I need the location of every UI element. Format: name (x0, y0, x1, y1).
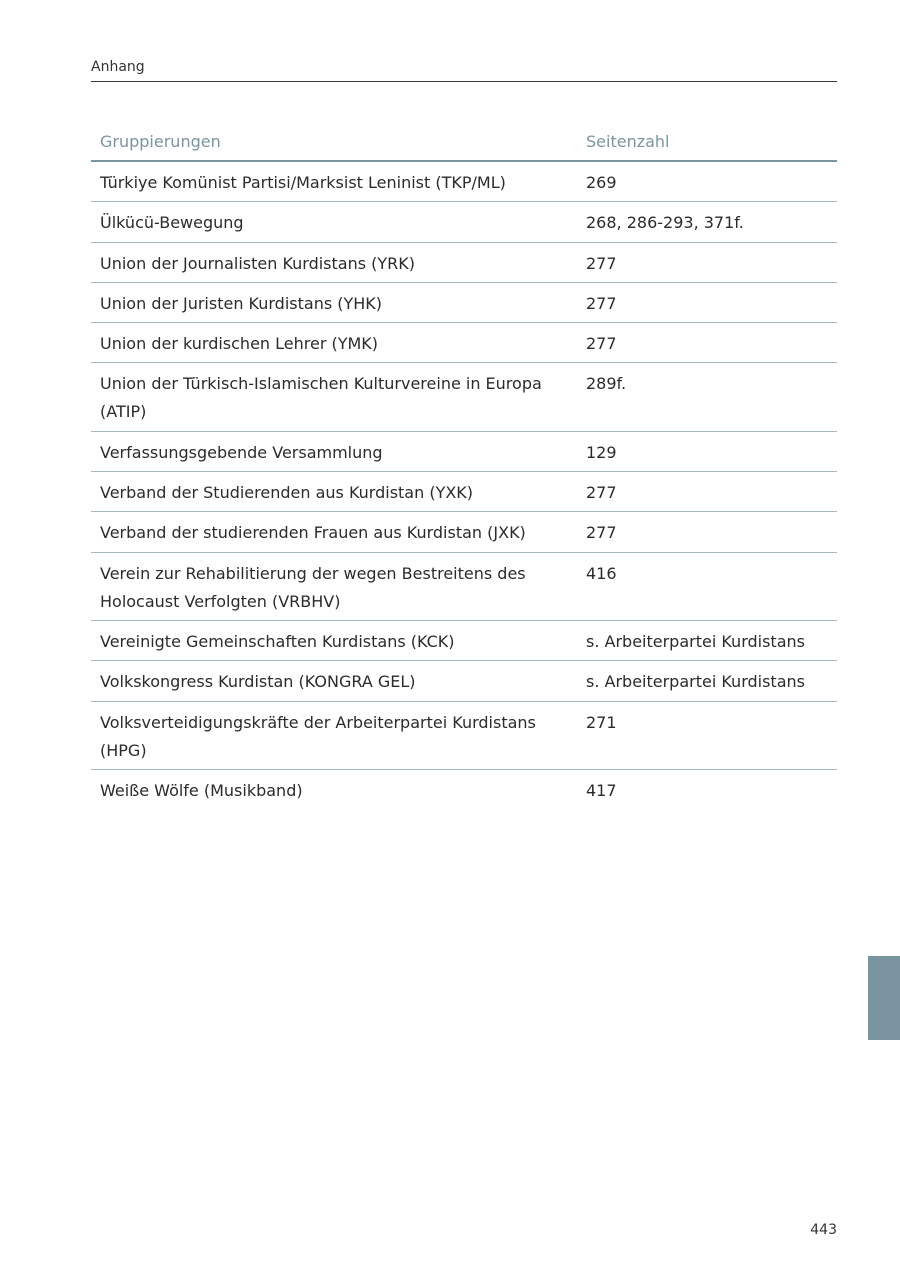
group-name: Ülkücü-Bewegung (100, 213, 244, 233)
table-row (91, 323, 837, 363)
table-row (91, 661, 837, 701)
table-row (91, 162, 837, 202)
page-reference: s. Arbeiterpartei Kurdistans (586, 631, 805, 651)
table-row (91, 432, 837, 472)
page-reference: 129 (586, 442, 617, 462)
group-name: Verband der studierenden Frauen aus Kurdistan (JXK) (100, 523, 526, 543)
group-name: Volksverteidigungskräfte der Arbeiterpartei Kurdistans (HPG) (100, 712, 536, 760)
table-row (91, 512, 837, 552)
group-name: Verein zur Rehabilitierung der wegen Bestreitens des Holocaust Verfolgten (VRBHV) (100, 563, 526, 611)
group-name: Union der Juristen Kurdistans (YHK) (100, 293, 383, 313)
page-reference: 277 (586, 293, 617, 313)
page-reference: 271 (586, 712, 617, 732)
page-reference: s. Arbeiterpartei Kurdistans (586, 672, 805, 692)
group-name: Union der Türkisch-Islamischen Kulturvereine in Europa (ATIP) (100, 374, 542, 422)
section-title: Anhang (91, 59, 145, 75)
group-name: Verfassungsgebende Versammlung (100, 442, 383, 462)
column-header-groups: Gruppierungen (100, 132, 221, 151)
groups-table (91, 123, 837, 810)
group-name: Türkiye Komünist Partisi/Marksist Leninist (TKP/ML) (100, 173, 506, 192)
table-row (91, 283, 837, 323)
table-row (91, 363, 837, 431)
table-row (91, 202, 837, 242)
page-reference: 269 (586, 173, 617, 192)
page-reference: 268, 286-293, 371f. (586, 213, 744, 233)
page-reference: 277 (586, 334, 617, 354)
page-reference: 277 (586, 253, 617, 273)
table-row (91, 770, 837, 810)
table-row (91, 243, 837, 283)
running-header (91, 57, 837, 82)
table-row (91, 621, 837, 661)
page-reference: 277 (586, 483, 617, 503)
table-row (91, 702, 837, 770)
page-reference: 417 (586, 780, 617, 800)
group-name: Union der Journalisten Kurdistans (YRK) (100, 253, 416, 273)
chapter-thumb-tab (868, 956, 900, 1040)
page-reference: 277 (586, 523, 617, 543)
page-number: 443 (810, 1222, 837, 1238)
group-name: Verband der Studierenden aus Kurdistan (YXK) (100, 483, 474, 503)
page-reference: 416 (586, 563, 617, 583)
table-header (91, 123, 837, 162)
table-row (91, 472, 837, 512)
group-name: Vereinigte Gemeinschaften Kurdistans (KCK) (100, 631, 455, 651)
group-name: Weiße Wölfe (Musikband) (100, 780, 303, 800)
page-reference: 289f. (586, 374, 627, 394)
group-name: Union der kurdischen Lehrer (YMK) (100, 334, 379, 354)
table-row (91, 553, 837, 621)
column-header-pages: Seitenzahl (586, 132, 670, 151)
group-name: Volkskongress Kurdistan (KONGRA GEL) (100, 672, 416, 692)
